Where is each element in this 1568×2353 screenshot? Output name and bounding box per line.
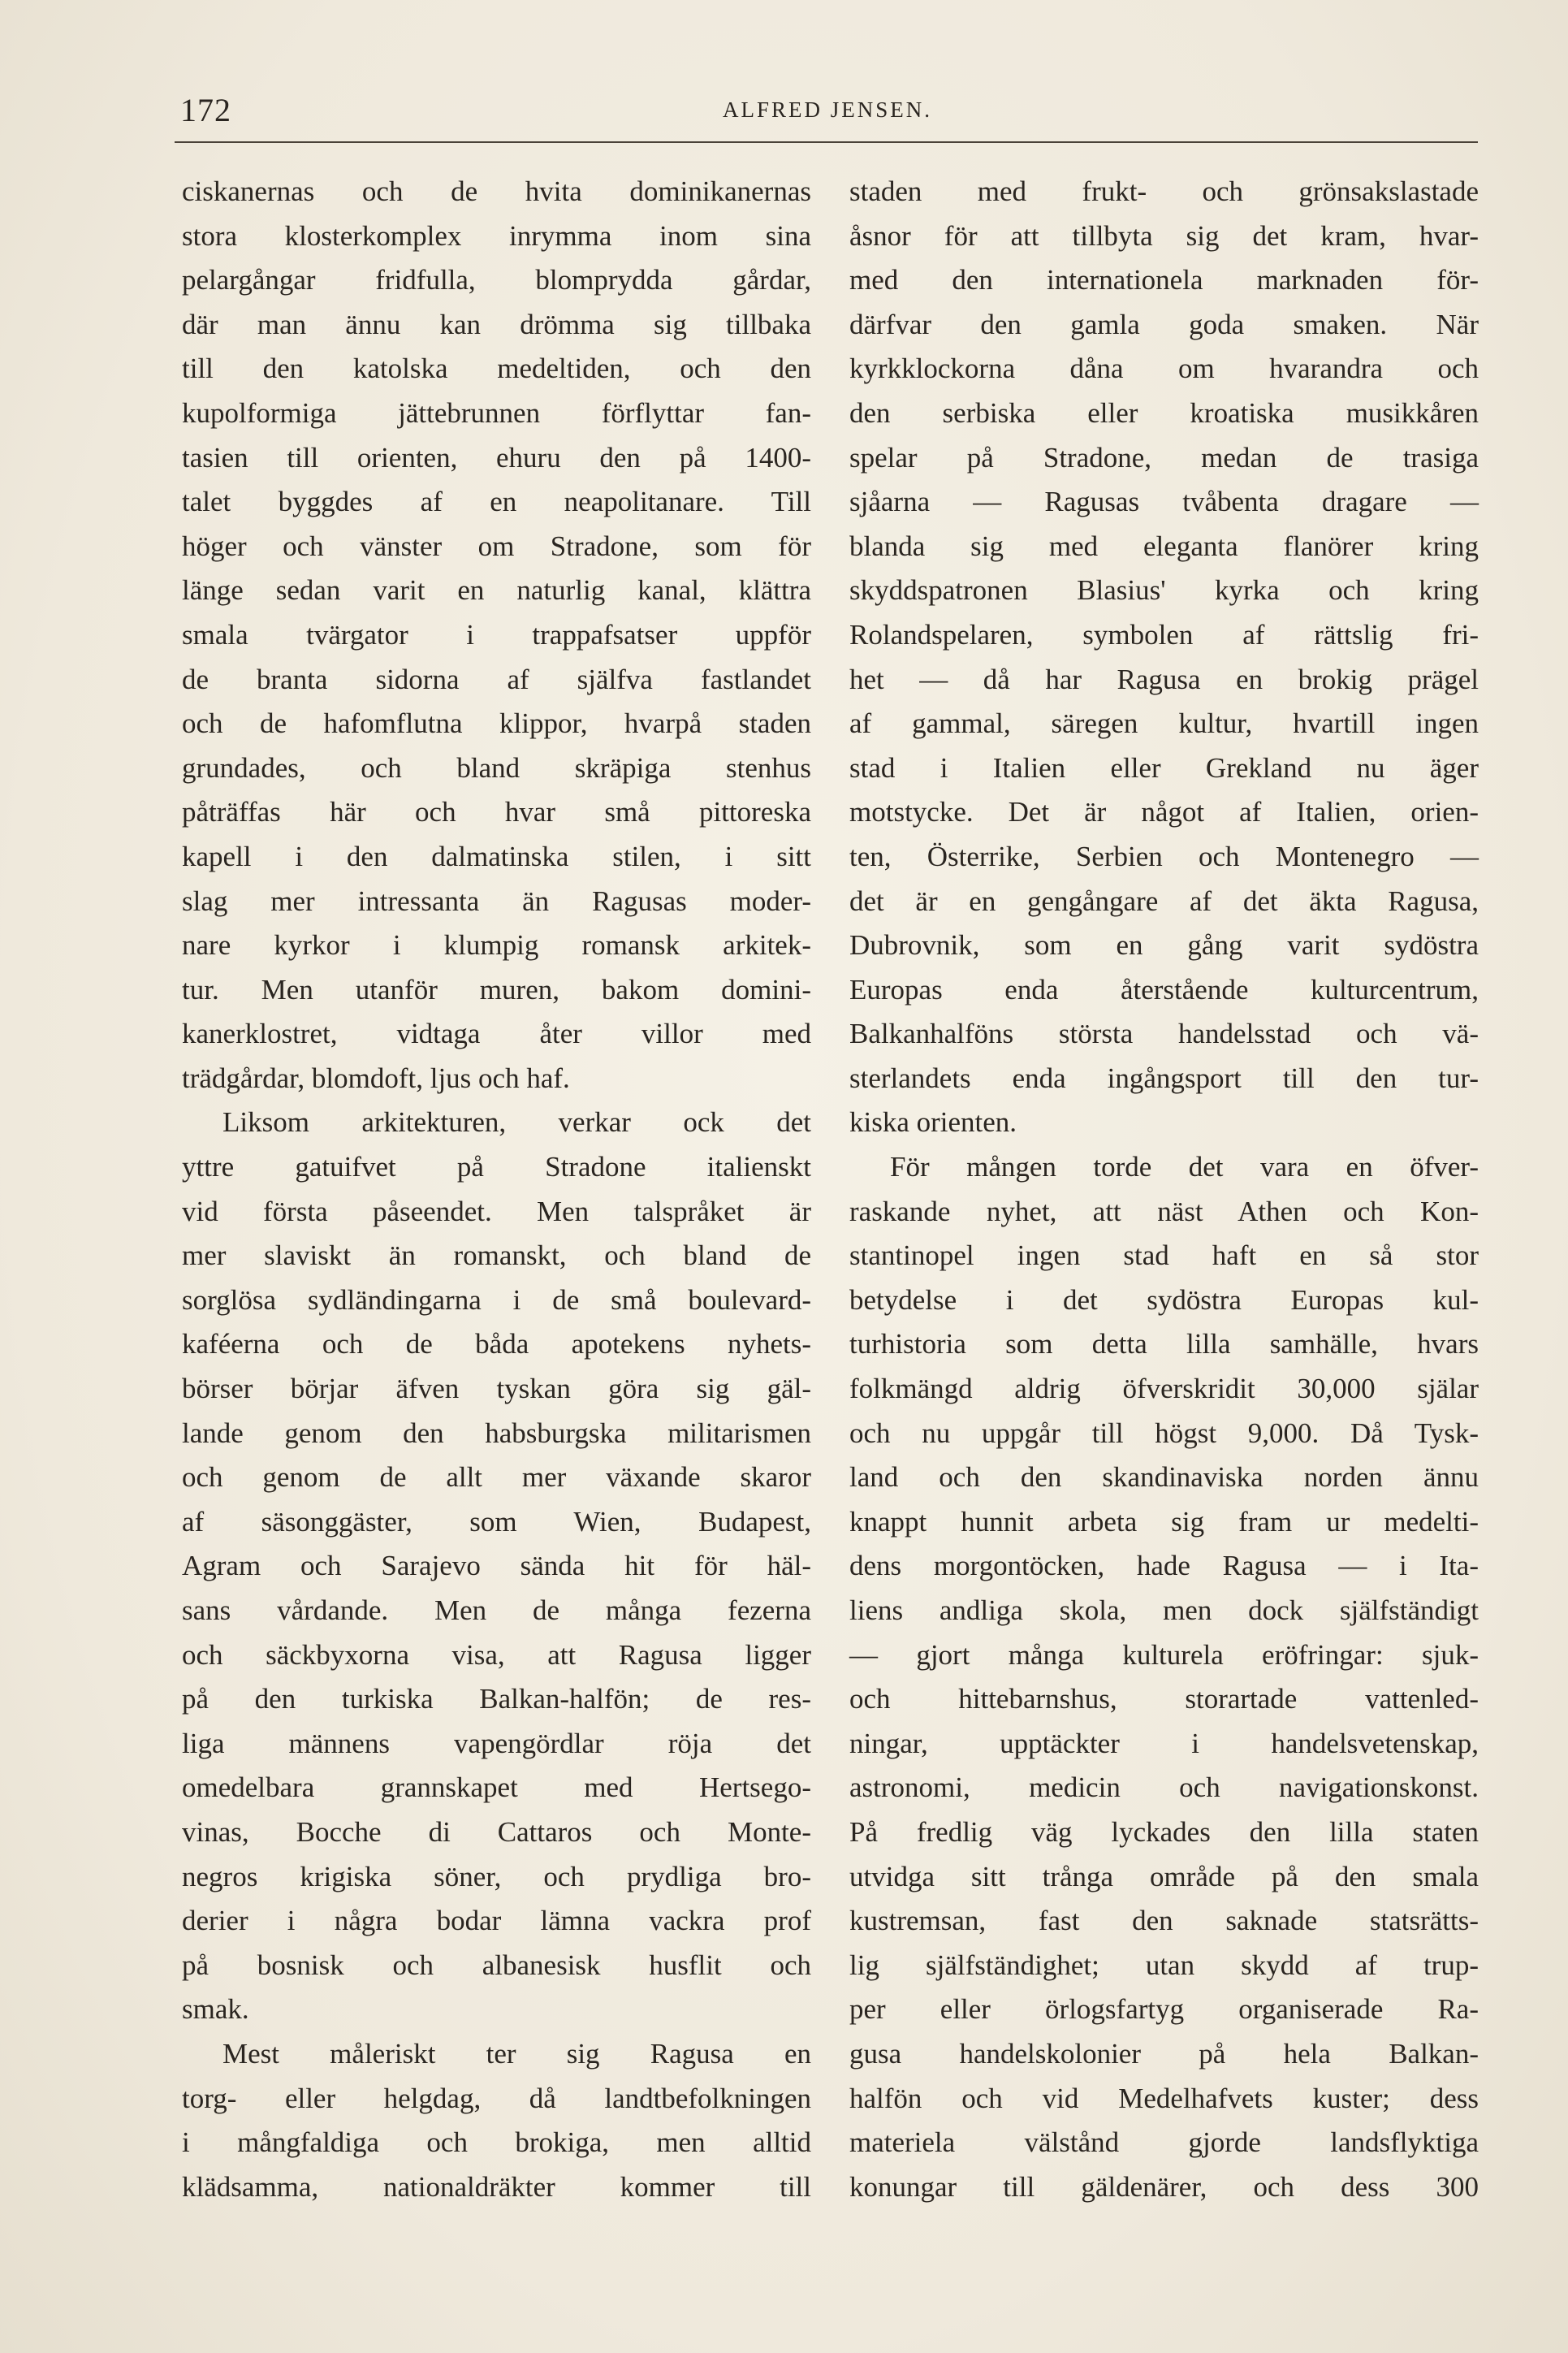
text-line: kanerklostret, vidtaga åter villor med [182, 1018, 811, 1050]
text-line: och nu uppgår till högst 9,000. Då Tysk- [849, 1417, 1479, 1449]
text-line: Mest måleriskt ter sig Ragusa en [222, 2037, 811, 2070]
text-line: af gammal, säregen kultur, hvartill ingen [849, 707, 1479, 740]
text-line: Balkanhalföns största handelsstad och vä- [849, 1018, 1479, 1050]
text-line: ten, Österrike, Serbien och Montenegro — [849, 840, 1479, 872]
text-line: där man ännu kan drömma sig tillbaka [182, 308, 811, 340]
text-line: det är en gengångare af det äkta Ragusa, [849, 885, 1479, 917]
text-line: med den internationela marknaden för- [849, 264, 1479, 296]
text-line: dens morgontöcken, hade Ragusa — i Ita- [849, 1550, 1479, 1582]
text-line: klädsamma, nationaldräkter kommer till [182, 2170, 811, 2203]
text-line: börser börjar äfven tyskan göra sig gäl- [182, 1373, 811, 1405]
text-line: stad i Italien eller Grekland nu äger [849, 751, 1479, 784]
text-line: smala tvärgator i trappafsatser uppför [182, 618, 811, 651]
text-line: ningar, upptäckter i handelsvetenskap, [849, 1727, 1479, 1759]
text-line: och hittebarnshus, storartade vattenled- [849, 1683, 1479, 1715]
text-line: blanda sig med eleganta flanörer kring [849, 530, 1479, 562]
text-line: på den turkiska Balkan-halfön; de res- [182, 1683, 811, 1715]
text-line: slag mer intressanta än Ragusas moder- [182, 885, 811, 917]
text-line: ciskanernas och de hvita dominikanernas [182, 175, 811, 207]
text-line: af säsonggäster, som Wien, Budapest, [182, 1505, 811, 1538]
text-line: För mången torde det vara en öfver- [890, 1151, 1479, 1183]
right-column [849, 175, 1479, 2215]
left-column [182, 175, 811, 2215]
text-line: konungar till gäldenärer, och dess 300 [849, 2170, 1479, 2203]
text-line: tasien till orienten, ehuru den på 1400- [182, 441, 811, 474]
text-line: sorglösa sydländingarna i de små boulevard- [182, 1283, 811, 1316]
text-line: grundades, och bland skräpiga stenhus [182, 751, 811, 784]
text-line: sjåarna — Ragusas tvåbenta dragare — [849, 486, 1479, 518]
running-head: ALFRED JENSEN. [723, 97, 933, 122]
text-line: lig själfständighet; utan skydd af trup- [849, 1949, 1479, 1981]
text-line: tur. Men utanför muren, bakom domini- [182, 973, 811, 1006]
text-line: kaféerna och de båda apotekens nyhets- [182, 1328, 811, 1360]
text-line: och genom de allt mer växande skaror [182, 1461, 811, 1494]
text-line: på bosnisk och albanesisk husflit och [182, 1949, 811, 1981]
text-line: liens andliga skola, men dock själfständigt [849, 1594, 1479, 1626]
text-line: i mångfaldiga och brokiga, men alltid [182, 2126, 811, 2159]
text-line: lande genom den habsburgska militarismen [182, 1417, 811, 1449]
text-line: skyddspatronen Blasius' kyrka och kring [849, 574, 1479, 607]
text-line: kupolformiga jättebrunnen förflyttar fan- [182, 396, 811, 429]
text-line: Europas enda återstående kulturcentrum, [849, 973, 1479, 1006]
text-line: till den katolska medeltiden, och den [182, 353, 811, 385]
text-line: På fredlig väg lyckades den lilla staten [849, 1815, 1479, 1848]
text-line: kyrkklockorna dåna om hvarandra och [849, 353, 1479, 385]
text-line: utvidga sitt trånga område på den smala [849, 1860, 1479, 1892]
text-line: Agram och Sarajevo sända hit för häl- [182, 1550, 811, 1582]
text-line: negros krigiska söner, och prydliga bro- [182, 1860, 811, 1892]
text-line: yttre gatuifvet på Stradone italienskt [182, 1151, 811, 1183]
text-line: höger och vänster om Stradone, som för [182, 530, 811, 562]
text-line: åsnor för att tillbyta sig det kram, hvar- [849, 219, 1479, 252]
text-line: kapell i den dalmatinska stilen, i sitt [182, 840, 811, 872]
text-line: per eller örlogsfartyg organiserade Ra- [849, 1993, 1479, 2026]
text-line: därfvar den gamla goda smaken. När [849, 308, 1479, 340]
text-line: halfön och vid Medelhafvets kuster; dess [849, 2082, 1479, 2114]
text-line: astronomi, medicin och navigationskonst. [849, 1771, 1479, 1804]
text-line: påträffas här och hvar små pittoreska [182, 796, 811, 828]
header-rule [175, 141, 1478, 143]
text-line: vid första påseendet. Men talspråket är [182, 1195, 811, 1227]
text-line: trädgårdar, blomdoft, ljus och haf. [182, 1062, 570, 1094]
text-line: motstycke. Det är något af Italien, orien- [849, 796, 1479, 828]
text-line: spelar på Stradone, medan de trasiga [849, 441, 1479, 474]
text-line: omedelbara grannskapet med Hertsego- [182, 1771, 811, 1804]
text-line: Rolandspelaren, symbolen af rättslig fri- [849, 618, 1479, 651]
text-line: gusa handelskolonier på hela Balkan- [849, 2037, 1479, 2070]
text-line: turhistoria som detta lilla samhälle, hvars [849, 1328, 1479, 1360]
page-number: 172 [180, 92, 231, 128]
text-line: och de hafomflutna klippor, hvarpå staden [182, 707, 811, 740]
text-line: het — då har Ragusa en brokig prägel [849, 663, 1479, 695]
text-line: Liksom arkitekturen, verkar ock det [222, 1106, 811, 1139]
text-line: mer slaviskt än romanskt, och bland de [182, 1239, 811, 1272]
text-line: Dubrovnik, som en gång varit sydöstra [849, 929, 1479, 962]
text-line: torg- eller helgdag, då landtbefolkningen [182, 2082, 811, 2114]
text-line: den serbiska eller kroatiska musikkåren [849, 396, 1479, 429]
text-line: de branta sidorna af själfva fastlandet [182, 663, 811, 695]
text-line: smak. [182, 1993, 249, 2026]
text-line: stantinopel ingen stad haft en så stor [849, 1239, 1479, 1272]
text-line: raskande nyhet, att näst Athen och Kon- [849, 1195, 1479, 1227]
text-line: kustremsan, fast den saknade statsrätts- [849, 1905, 1479, 1937]
text-line: land och den skandinaviska norden ännu [849, 1461, 1479, 1494]
text-line: liga männens vapengördlar röja det [182, 1727, 811, 1759]
text-line: betydelse i det sydöstra Europas kul- [849, 1283, 1479, 1316]
text-line: materiela välstånd gjorde landsflyktiga [849, 2126, 1479, 2159]
text-line: nare kyrkor i klumpig romansk arkitek- [182, 929, 811, 962]
text-line: sans vårdande. Men de många fezerna [182, 1594, 811, 1626]
text-line: länge sedan varit en naturlig kanal, klättra [182, 574, 811, 607]
text-line: knappt hunnit arbeta sig fram ur medelti- [849, 1505, 1479, 1538]
text-line: folkmängd aldrig öfverskridit 30,000 själar [849, 1373, 1479, 1405]
text-line: vinas, Bocche di Cattaros och Monte- [182, 1815, 811, 1848]
text-line: talet byggdes af en neapolitanare. Till [182, 486, 811, 518]
text-line: derier i några bodar lämna vackra prof [182, 1905, 811, 1937]
text-line: och säckbyxorna visa, att Ragusa ligger [182, 1638, 811, 1671]
text-line: stora klosterkomplex inrymma inom sina [182, 219, 811, 252]
text-line: kiska orienten. [849, 1106, 1017, 1139]
text-line: — gjort många kulturela eröfringar: sjuk- [849, 1638, 1479, 1671]
text-line: pelargångar fridfulla, blomprydda gårdar, [182, 264, 811, 296]
text-line: sterlandets enda ingångsport till den tur- [849, 1062, 1479, 1094]
text-line: staden med frukt- och grönsakslastade [849, 175, 1479, 207]
page-header [180, 91, 1478, 140]
